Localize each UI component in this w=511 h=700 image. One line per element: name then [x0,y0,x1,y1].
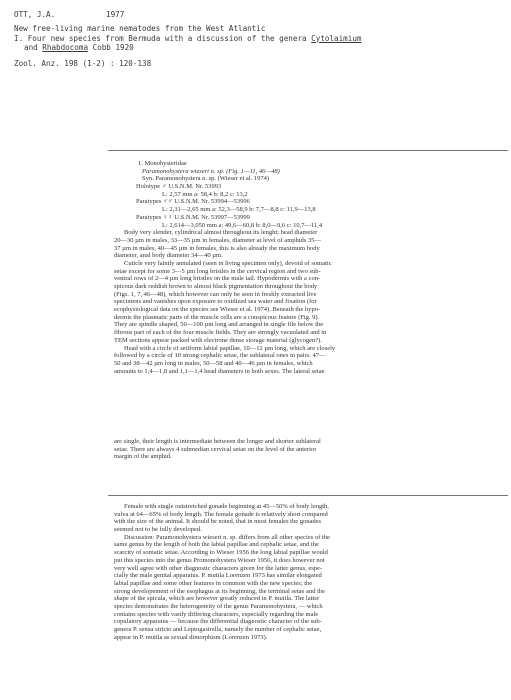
synonym-line: Syn. Paramonohystera n. sp. (Wieser et al. 1974) [142,175,270,183]
paragraph-line: appear in P. mutila as sexual dimorphism (Lorenzen 1973). [114,633,268,641]
paragraph-line: margin of the amphid. [114,453,172,461]
paragraph-line: same genus by the length of both the labial papillae and cephalic setae, and the [114,541,319,549]
paragraph-line: are single, their length is intermediate between the longer and shorter sublateral [114,438,321,445]
species-heading: Paramonohystera wieseri n. sp. (Fig. 1—11, 46—48) [142,167,280,175]
type-specimen-line: L: 2,57 mm a: 58,4 b: 8,2 c: 13,2 [162,190,248,198]
paragraph-line: dermis the plasmatic parts of the muscle cells are a conspicous feature (Fig. 9). [114,313,320,321]
paragraph-line: genera P. sensu stricto and Leptogastrella, namely the number of cephalic setae, [114,626,322,633]
paragraph-line: (Figs. 1, 7, 46—48), which however can only be seen in freshly extracted live [114,290,317,298]
separator-rule-top [108,150,508,151]
citation-title-line-1: New free-living marine nematodes from the West Atlantic [14,24,266,33]
excerpt-1-body [114,229,506,375]
citation-title-line-2: I. Four new species from Bermuda with a discussion of the genera Cytolaimium [14,33,362,43]
excerpt-3-body [114,503,506,641]
paragraph-line: Female with single outstretched gonade beginning at 45—50% of body length, [124,503,329,510]
citation-journal: Zool. Anz. 198 (1-2) : 120-138 [14,58,152,68]
paragraph-line: setae except for some 3—5 µm long bristles in the cervical region and two sub- [114,267,321,275]
paragraph-line: vulva at 64—65% of body length. The female gonade is relatively short compared [114,510,328,518]
paragraph-line: shape of the spicula, which are however greatly reduced in P. mutila. The latter [114,595,320,603]
paragraph-line: specimens and vanishes upon exposure to oxidized sea water and fixation (for [114,298,317,306]
paragraph-line: cially the male genital apparatus. P. mutila Lorenzen 1973 has similar elongated [114,572,322,580]
type-specimen-line: L: 2,31—2,65 mm a: 52,3—58,9 b: 7,7—8,8 c: 11,9—13,8 [162,206,316,214]
type-specimen-line: L: 2,614—3,050 mm a: 49,6—60,8 b: 8,0—9,6 c: 10,7—11,4 [162,221,323,229]
paragraph-line: scarcity of somatic setae. According to Wieser 1956 the long labial papillae would [114,549,328,557]
citation-author: OTT, J.A. [14,10,56,19]
paragraph-line: with the size of the animal. It should be noted, that in most females the gonades [114,518,322,526]
genus-rhabdocoma: Rhabdocoma [42,43,89,52]
paragraph-line: followed by a circle of 10 strong cephalic setae, the sublateral ones in pairs. 47— [114,352,326,360]
paragraph-line: Head with a circle of setiform labial papillae, 10—12 µm long, which are closely [124,344,336,352]
paragraph-line: 20—30 µm in males, 33—35 µm in females, diameter at level of amphids 35— [114,236,321,244]
genus-cytolaimium: Cytolaimium [311,33,362,43]
paragraph-line: ecophysiological data on the species see Wieser et al. 1974). Beneath the hypo- [114,306,321,314]
paragraph-line: 50 and 38—42 µm long in males, 50—58 and 40—46 µm in females, which [114,359,313,367]
paragraph-line: put this species into the genus Promonohystera Wieser 1956, it does however not [114,556,325,564]
paragraph-line: species demonstrates the heterogeneity of the genus Paramonohystera, — which [114,602,323,610]
excerpt-2 [114,438,506,461]
paragraph-line: Discussion: Paramonohystera wieseri n. sp. differs from all other species of the [124,533,330,541]
excerpt-2-body [114,438,506,461]
paragraph-line: strong developement of the esophagus at its beginning, the terminal setae and the [114,587,326,595]
paragraph-line: amounts to 1,4—1,8 and 1,1—1,4 head diameters in both sexes. The lateral setae [114,367,325,375]
paragraph-line: diameter, anal body diameter 34—40 µm. [114,252,223,260]
paragraph-line: Body very slender, cylindrical almost throughout its lenght; head diameter [124,229,318,237]
paragraph-line: TEM sections appear packed with electrone dense storage material (glycogen?). [114,336,322,344]
type-specimens-list [114,183,506,229]
paragraph-line: seemed not to be fully developed. [114,526,202,534]
paragraph-line: contains species with vastly differing characters, especially regarding the male [114,610,319,618]
excerpt-3 [114,503,506,641]
paragraph-line: fibrous part of each of the four muscle fields. They are strongly vacuolated and in [114,329,327,337]
paragraph-line: ventral rows of 2—4 µm long bristles on the male tail. Hypodermis with a con- [114,275,321,283]
paragraph-line: copulatory apparatus — because the differential diagnostic character of the sub- [114,618,322,626]
paragraph-line: Cuticle very faintly annulated (seen in living specimen only), devoid of somatic [124,259,332,267]
citation-year: 1977 [106,10,125,19]
type-specimen-line: Paratypes ♀♀ U.S.N.M. Nr. 53997—53999 [136,213,250,221]
family-heading: 1. Monohysteridae [138,160,187,167]
citation-title-line-3: and Rhabdocoma Cobb 1920 [24,43,134,52]
type-specimen-line: Holotype ♂ U.S.N.M. Nr. 53993 [136,183,222,191]
paragraph-line: They are spindle shaped, 50—100 µm long and arranged in single file below the [114,321,324,329]
paragraph-line: 37 µm in males, 40—45 µm in females, this is also already the maximum body [114,244,320,252]
paragraph-line: spicous dark reddish brown to almost black pigmentation throughout the body [114,283,318,290]
paragraph-line: labial papillae and some other features in common with the new species; the [114,579,313,587]
type-specimen-line: Paratypes ♂♂ U.S.N.M. Nr. 53994—53996 [136,198,250,206]
excerpt-1 [114,160,506,375]
paragraph-line: setae. There are always 4 submedian cervical setae on the level of the anterior [114,445,317,453]
paragraph-line: very well agree with other diagnostic characters given for the latter genus, espe- [114,564,323,572]
citation-header [14,10,504,68]
separator-rule-bottom [108,495,508,496]
